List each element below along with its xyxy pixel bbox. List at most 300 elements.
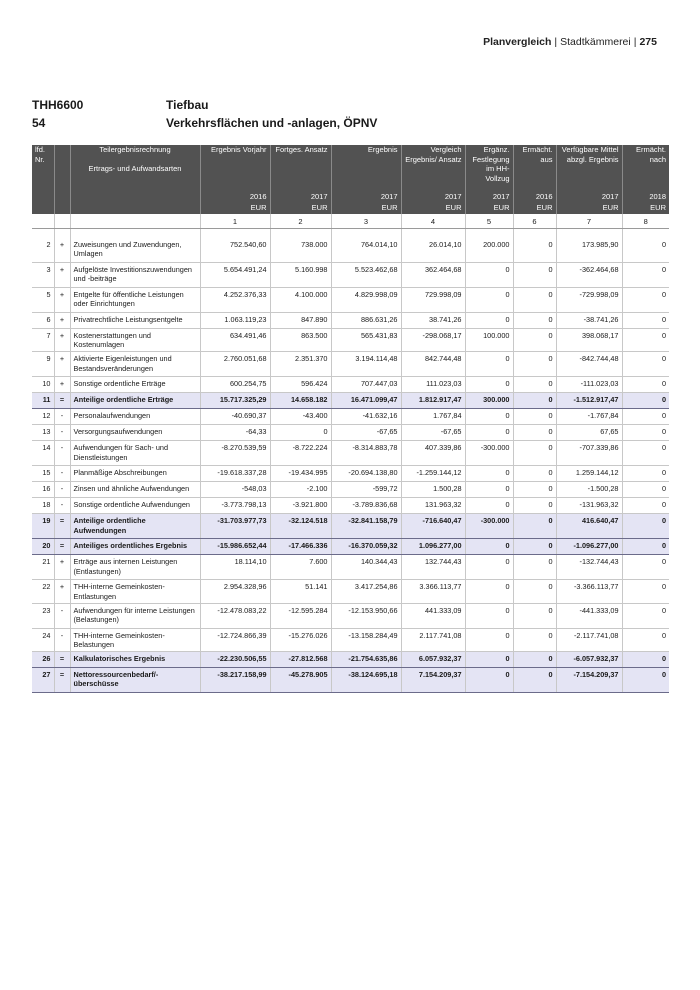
cell-col-7: -6.057.932,37 <box>556 652 622 668</box>
col-header-6: Ermächt. aus <box>513 145 556 185</box>
cell-col-7: -1.500,28 <box>556 482 622 498</box>
cell-col-3: -21.754.635,86 <box>331 652 401 668</box>
cell-col-7: -2.117.741,08 <box>556 628 622 651</box>
cell-col-1: -15.986.652,44 <box>200 539 270 555</box>
row-label: Anteiliges ordentliches Ergebnis <box>70 539 200 555</box>
cell-col-1: 2.760.051,68 <box>200 352 270 377</box>
cell-col-7: -1.096.277,00 <box>556 539 622 555</box>
cell-col-4: 1.096.277,00 <box>401 539 465 555</box>
cell-col-5: 0 <box>465 313 513 329</box>
cell-col-4: -298.068,17 <box>401 329 465 352</box>
col-header-8: Ermächt. nach <box>622 145 669 185</box>
cell-col-1: -31.703.977,73 <box>200 514 270 539</box>
row-number: 7 <box>32 329 54 352</box>
cell-col-1: 15.717.325,29 <box>200 393 270 409</box>
row-number: 10 <box>32 377 54 393</box>
row-number: 24 <box>32 628 54 651</box>
cell-col-7: -38.741,26 <box>556 313 622 329</box>
row-number: 20 <box>32 539 54 555</box>
cell-col-8: 0 <box>622 393 669 409</box>
cell-col-2: -12.595.284 <box>270 603 331 628</box>
col-unit-8: EUR <box>622 201 669 214</box>
row-label: Sonstige ordentliche Erträge <box>70 377 200 393</box>
cell-col-5: 0 <box>465 539 513 555</box>
row-label: Aufwendungen für interne Leistungen (Belastungen) <box>70 603 200 628</box>
cell-col-3: 4.829.998,09 <box>331 288 401 313</box>
column-index-row <box>32 214 669 229</box>
col-year-2: 2017 <box>270 185 331 201</box>
col-index-5: 5 <box>465 214 513 229</box>
cell-col-6: 0 <box>513 425 556 441</box>
col-index-1: 1 <box>200 214 270 229</box>
cell-col-4: 6.057.932,37 <box>401 652 465 668</box>
row-label: Personalaufwendungen <box>70 409 200 425</box>
row-number: 22 <box>32 580 54 603</box>
cell-col-2: -19.434.995 <box>270 466 331 482</box>
financial-table <box>32 145 669 693</box>
table-row <box>32 425 669 441</box>
col-year-3: 2017 <box>331 185 401 201</box>
cell-col-7: -1.767,84 <box>556 409 622 425</box>
cell-col-2: 738.000 <box>270 238 331 263</box>
cell-col-8: 0 <box>622 329 669 352</box>
col-index-6: 6 <box>513 214 556 229</box>
col-year-6: 2016 <box>513 185 556 201</box>
col-header-4: Vergleich Ergebnis/ Ansatz <box>401 145 465 185</box>
cell-col-3: 707.447,03 <box>331 377 401 393</box>
cell-col-8: 0 <box>622 313 669 329</box>
row-number: 14 <box>32 441 54 466</box>
row-number: 16 <box>32 482 54 498</box>
cell-col-7: -441.333,09 <box>556 603 622 628</box>
table-row <box>32 288 669 313</box>
row-label: Anteilige ordentliche Erträge <box>70 393 200 409</box>
cell-col-6: 0 <box>513 482 556 498</box>
col-unit-1: EUR <box>200 201 270 214</box>
cell-col-3: 140.344,43 <box>331 555 401 580</box>
cell-col-5: 0 <box>465 425 513 441</box>
running-head: Planvergleich | Stadtkämmerei | 275 <box>483 36 657 48</box>
cell-col-3: -20.694.138,80 <box>331 466 401 482</box>
col-year-5: 2017 <box>465 185 513 201</box>
sum-row <box>32 668 669 693</box>
cell-col-7: 1.259.144,12 <box>556 466 622 482</box>
cell-col-5: 0 <box>465 352 513 377</box>
row-label: Aktivierte Eigenleistungen und Bestandsveränderungen <box>70 352 200 377</box>
table-row <box>32 482 669 498</box>
cell-col-3: 16.471.099,47 <box>331 393 401 409</box>
row-operator: = <box>54 652 70 668</box>
row-operator: = <box>54 539 70 555</box>
cell-col-2: 0 <box>270 425 331 441</box>
row-operator: + <box>54 580 70 603</box>
cell-col-2: 2.351.370 <box>270 352 331 377</box>
cell-col-3: -16.370.059,32 <box>331 539 401 555</box>
table-body <box>32 238 669 693</box>
col-index-4: 4 <box>401 214 465 229</box>
cell-col-5: 0 <box>465 555 513 580</box>
row-number: 27 <box>32 668 54 693</box>
cell-col-4: 441.333,09 <box>401 603 465 628</box>
cell-col-7: -3.366.113,77 <box>556 580 622 603</box>
cell-col-2: -15.276.026 <box>270 628 331 651</box>
col-header-5: Ergänz. Festlegung im HH-Vollzug <box>465 145 513 185</box>
cell-col-5: 100.000 <box>465 329 513 352</box>
table-row <box>32 409 669 425</box>
cell-col-8: 0 <box>622 238 669 263</box>
cell-col-5: 0 <box>465 668 513 693</box>
cell-col-3: -8.314.883,78 <box>331 441 401 466</box>
cell-col-5: 0 <box>465 288 513 313</box>
cell-col-2: 863.500 <box>270 329 331 352</box>
cell-col-2: 14.658.182 <box>270 393 331 409</box>
cell-col-8: 0 <box>622 409 669 425</box>
row-label: Erträge aus internen Leistungen (Entlastungen) <box>70 555 200 580</box>
cell-col-1: 5.654.491,24 <box>200 263 270 288</box>
page-number: 275 <box>639 36 657 48</box>
row-number: 6 <box>32 313 54 329</box>
cell-col-5: 0 <box>465 628 513 651</box>
row-operator: = <box>54 514 70 539</box>
cell-col-6: 0 <box>513 514 556 539</box>
row-label: Privatrechtliche Leistungsentgelte <box>70 313 200 329</box>
row-number: 18 <box>32 498 54 514</box>
cell-col-1: 634.491,46 <box>200 329 270 352</box>
row-label: Aufgelöste Investitionszuwendungen und -beiträge <box>70 263 200 288</box>
cell-col-4: 407.339,86 <box>401 441 465 466</box>
row-number: 2 <box>32 238 54 263</box>
cell-col-8: 0 <box>622 668 669 693</box>
cell-col-2: 7.600 <box>270 555 331 580</box>
cell-col-2: -27.812.568 <box>270 652 331 668</box>
cell-col-8: 0 <box>622 377 669 393</box>
cell-col-6: 0 <box>513 263 556 288</box>
cell-col-2: -43.400 <box>270 409 331 425</box>
cell-col-7: -132.744,43 <box>556 555 622 580</box>
cell-col-8: 0 <box>622 628 669 651</box>
cell-col-1: -12.478.083,22 <box>200 603 270 628</box>
teilergebnis-sub: Ertrags- und Aufwandsarten <box>88 163 182 173</box>
table-row <box>32 263 669 288</box>
cell-col-7: -362.464,68 <box>556 263 622 288</box>
cell-col-4: 362.464,68 <box>401 263 465 288</box>
cell-col-7: -707.339,86 <box>556 441 622 466</box>
cell-col-6: 0 <box>513 393 556 409</box>
row-label: Zuweisungen und Zuwendungen, Umlagen <box>70 238 200 263</box>
cell-col-3: 565.431,83 <box>331 329 401 352</box>
cell-col-8: 0 <box>622 466 669 482</box>
table-row <box>32 603 669 628</box>
cell-col-2: -2.100 <box>270 482 331 498</box>
cell-col-6: 0 <box>513 313 556 329</box>
cell-col-2: 51.141 <box>270 580 331 603</box>
cell-col-1: -38.217.158,99 <box>200 668 270 693</box>
row-operator: + <box>54 263 70 288</box>
table-row <box>32 466 669 482</box>
row-number: 13 <box>32 425 54 441</box>
cell-col-8: 0 <box>622 539 669 555</box>
row-operator: = <box>54 393 70 409</box>
cell-col-2: -8.722.224 <box>270 441 331 466</box>
cell-col-6: 0 <box>513 466 556 482</box>
cell-col-2: 596.424 <box>270 377 331 393</box>
cell-col-8: 0 <box>622 580 669 603</box>
cell-col-2: 4.100.000 <box>270 288 331 313</box>
cell-col-5: 0 <box>465 603 513 628</box>
cell-col-2: -32.124.518 <box>270 514 331 539</box>
col-index-7: 7 <box>556 214 622 229</box>
cell-col-3: 3.194.114,48 <box>331 352 401 377</box>
cell-col-6: 0 <box>513 352 556 377</box>
cell-col-4: 1.767,84 <box>401 409 465 425</box>
cell-col-6: 0 <box>513 377 556 393</box>
row-operator: + <box>54 288 70 313</box>
sum-row <box>32 652 669 668</box>
subproduct-name: Verkehrsflächen und -anlagen, ÖPNV <box>166 116 378 130</box>
cell-col-1: -40.690,37 <box>200 409 270 425</box>
table-row <box>32 313 669 329</box>
row-label: Anteilige ordentliche Aufwendungen <box>70 514 200 539</box>
table-row <box>32 352 669 377</box>
col-header-1: Ergebnis Vorjahr <box>200 145 270 185</box>
cell-col-4: 1.500,28 <box>401 482 465 498</box>
col-unit-6: EUR <box>513 201 556 214</box>
row-label: Aufwendungen für Sach- und Dienstleistungen <box>70 441 200 466</box>
col-unit-5: EUR <box>465 201 513 214</box>
cell-col-4: 26.014,10 <box>401 238 465 263</box>
cell-col-8: 0 <box>622 425 669 441</box>
cell-col-7: -842.744,48 <box>556 352 622 377</box>
cell-col-5: 0 <box>465 580 513 603</box>
row-operator: - <box>54 603 70 628</box>
cell-col-8: 0 <box>622 603 669 628</box>
cell-col-3: -3.789.836,68 <box>331 498 401 514</box>
cell-col-6: 0 <box>513 539 556 555</box>
col-index-3: 3 <box>331 214 401 229</box>
col-unit-7: EUR <box>556 201 622 214</box>
cell-col-7: -729.998,09 <box>556 288 622 313</box>
cell-col-5: 200.000 <box>465 238 513 263</box>
cell-col-4: 1.812.917,47 <box>401 393 465 409</box>
cell-col-8: 0 <box>622 652 669 668</box>
row-operator: + <box>54 329 70 352</box>
cell-col-4: -716.640,47 <box>401 514 465 539</box>
sum-row <box>32 393 669 409</box>
row-operator: + <box>54 555 70 580</box>
cell-col-1: -548,03 <box>200 482 270 498</box>
cell-col-4: 729.998,09 <box>401 288 465 313</box>
cell-col-3: -38.124.695,18 <box>331 668 401 693</box>
col-unit-2: EUR <box>270 201 331 214</box>
unit-row <box>32 201 669 214</box>
row-operator: + <box>54 238 70 263</box>
cell-col-6: 0 <box>513 603 556 628</box>
cell-col-5: 300.000 <box>465 393 513 409</box>
col-index-2: 2 <box>270 214 331 229</box>
cell-col-1: 752.540,60 <box>200 238 270 263</box>
table-row <box>32 580 669 603</box>
cell-col-7: 67,65 <box>556 425 622 441</box>
cell-col-7: -1.512.917,47 <box>556 393 622 409</box>
col-unit-3: EUR <box>331 201 401 214</box>
row-label: Sonstige ordentliche Aufwendungen <box>70 498 200 514</box>
row-label: THH-interne Gemeinkosten-Entlastungen <box>70 580 200 603</box>
cell-col-5: -300.000 <box>465 441 513 466</box>
teilergebnis-title: Teilergebnisrechnung <box>99 145 171 154</box>
row-operator: - <box>54 482 70 498</box>
row-operator: = <box>54 668 70 693</box>
cell-col-4: 131.963,32 <box>401 498 465 514</box>
cell-col-1: -22.230.506,55 <box>200 652 270 668</box>
row-label: THH-interne Gemeinkosten-Belastungen <box>70 628 200 651</box>
year-row <box>32 185 669 201</box>
cell-col-5: 0 <box>465 466 513 482</box>
col-header-3: Ergebnis <box>331 145 401 185</box>
cell-col-1: 18.114,10 <box>200 555 270 580</box>
cell-col-3: 3.417.254,86 <box>331 580 401 603</box>
row-label: Nettoressourcenbedarf/-überschüsse <box>70 668 200 693</box>
cell-col-8: 0 <box>622 288 669 313</box>
cell-col-4: 132.744,43 <box>401 555 465 580</box>
row-operator: + <box>54 377 70 393</box>
table-row <box>32 377 669 393</box>
cell-col-6: 0 <box>513 555 556 580</box>
cell-col-6: 0 <box>513 652 556 668</box>
cell-col-1: -8.270.539,59 <box>200 441 270 466</box>
cell-col-1: -12.724.866,39 <box>200 628 270 651</box>
cell-col-1: 600.254,75 <box>200 377 270 393</box>
cell-col-5: 0 <box>465 498 513 514</box>
cell-col-1: 1.063.119,23 <box>200 313 270 329</box>
cell-col-8: 0 <box>622 352 669 377</box>
cell-col-5: 0 <box>465 263 513 288</box>
row-number: 21 <box>32 555 54 580</box>
cell-col-4: -67,65 <box>401 425 465 441</box>
cell-col-6: 0 <box>513 580 556 603</box>
cell-col-7: -7.154.209,37 <box>556 668 622 693</box>
cell-col-4: 3.366.113,77 <box>401 580 465 603</box>
row-operator: - <box>54 425 70 441</box>
row-number: 5 <box>32 288 54 313</box>
cell-col-1: -19.618.337,28 <box>200 466 270 482</box>
sum-row <box>32 514 669 539</box>
col-year-7: 2017 <box>556 185 622 201</box>
col-year-1: 2016 <box>200 185 270 201</box>
row-number: 9 <box>32 352 54 377</box>
cell-col-5: -300.000 <box>465 514 513 539</box>
product-name: Tiefbau <box>166 98 209 112</box>
cell-col-4: 7.154.209,37 <box>401 668 465 693</box>
cell-col-2: -3.921.800 <box>270 498 331 514</box>
cell-col-6: 0 <box>513 668 556 693</box>
cell-col-7: 398.068,17 <box>556 329 622 352</box>
col-index-8: 8 <box>622 214 669 229</box>
row-number: 26 <box>32 652 54 668</box>
row-operator: - <box>54 409 70 425</box>
teilergebnis-header <box>70 145 200 185</box>
cell-col-8: 0 <box>622 441 669 466</box>
running-head-section: Planvergleich <box>483 36 552 48</box>
cell-col-8: 0 <box>622 482 669 498</box>
cell-col-2: -17.466.336 <box>270 539 331 555</box>
cell-col-1: -64,33 <box>200 425 270 441</box>
cell-col-7: -131.963,32 <box>556 498 622 514</box>
cell-col-3: 5.523.462,68 <box>331 263 401 288</box>
cell-col-3: -32.841.158,79 <box>331 514 401 539</box>
sum-row <box>32 539 669 555</box>
row-label: Zinsen und ähnliche Aufwendungen <box>70 482 200 498</box>
row-number: 3 <box>32 263 54 288</box>
cell-col-8: 0 <box>622 498 669 514</box>
cell-col-2: 5.160.998 <box>270 263 331 288</box>
cell-col-2: -45.278.905 <box>270 668 331 693</box>
cell-col-8: 0 <box>622 514 669 539</box>
cell-col-6: 0 <box>513 409 556 425</box>
table-row <box>32 238 669 263</box>
row-number: 23 <box>32 603 54 628</box>
table-row <box>32 441 669 466</box>
spacer-row <box>32 229 669 239</box>
cell-col-3: -13.158.284,49 <box>331 628 401 651</box>
cell-col-4: 111.023,03 <box>401 377 465 393</box>
cell-col-8: 0 <box>622 263 669 288</box>
cell-col-4: 842.744,48 <box>401 352 465 377</box>
cell-col-1: 4.252.376,33 <box>200 288 270 313</box>
row-operator: + <box>54 313 70 329</box>
row-label: Entgelte für öffentliche Leistungen oder Einrichtungen <box>70 288 200 313</box>
cell-col-7: 416.640,47 <box>556 514 622 539</box>
cell-col-6: 0 <box>513 498 556 514</box>
lfd-header: lfd. Nr. <box>32 145 54 185</box>
cell-col-1: 2.954.328,96 <box>200 580 270 603</box>
product-code: THH6600 <box>32 98 84 112</box>
subproduct-code: 54 <box>32 116 46 130</box>
row-label: Kalkulatorisches Ergebnis <box>70 652 200 668</box>
table-row <box>32 628 669 651</box>
cell-col-3: -599,72 <box>331 482 401 498</box>
table-row <box>32 555 669 580</box>
cell-col-6: 0 <box>513 628 556 651</box>
row-operator: - <box>54 441 70 466</box>
row-operator: - <box>54 498 70 514</box>
row-number: 12 <box>32 409 54 425</box>
col-header-7: Verfügbare Mittel abzgl. Ergebnis <box>556 145 622 185</box>
col-year-4: 2017 <box>401 185 465 201</box>
cell-col-7: -111.023,03 <box>556 377 622 393</box>
col-header-2: Fortges. Ansatz <box>270 145 331 185</box>
row-label: Kostenerstattungen und Kostenumlagen <box>70 329 200 352</box>
col-unit-4: EUR <box>401 201 465 214</box>
cell-col-1: -3.773.798,13 <box>200 498 270 514</box>
row-label: Planmäßige Abschreibungen <box>70 466 200 482</box>
cell-col-5: 0 <box>465 409 513 425</box>
cell-col-6: 0 <box>513 238 556 263</box>
cell-col-3: -12.153.950,66 <box>331 603 401 628</box>
cell-col-5: 0 <box>465 377 513 393</box>
cell-col-3: 764.014,10 <box>331 238 401 263</box>
cell-col-3: -67,65 <box>331 425 401 441</box>
row-number: 19 <box>32 514 54 539</box>
cell-col-7: 173.985,90 <box>556 238 622 263</box>
cell-col-6: 0 <box>513 288 556 313</box>
col-year-8: 2018 <box>622 185 669 201</box>
cell-col-8: 0 <box>622 555 669 580</box>
cell-col-3: -41.632,16 <box>331 409 401 425</box>
header-row <box>32 145 669 185</box>
table-row <box>32 498 669 514</box>
row-number: 15 <box>32 466 54 482</box>
cell-col-6: 0 <box>513 329 556 352</box>
